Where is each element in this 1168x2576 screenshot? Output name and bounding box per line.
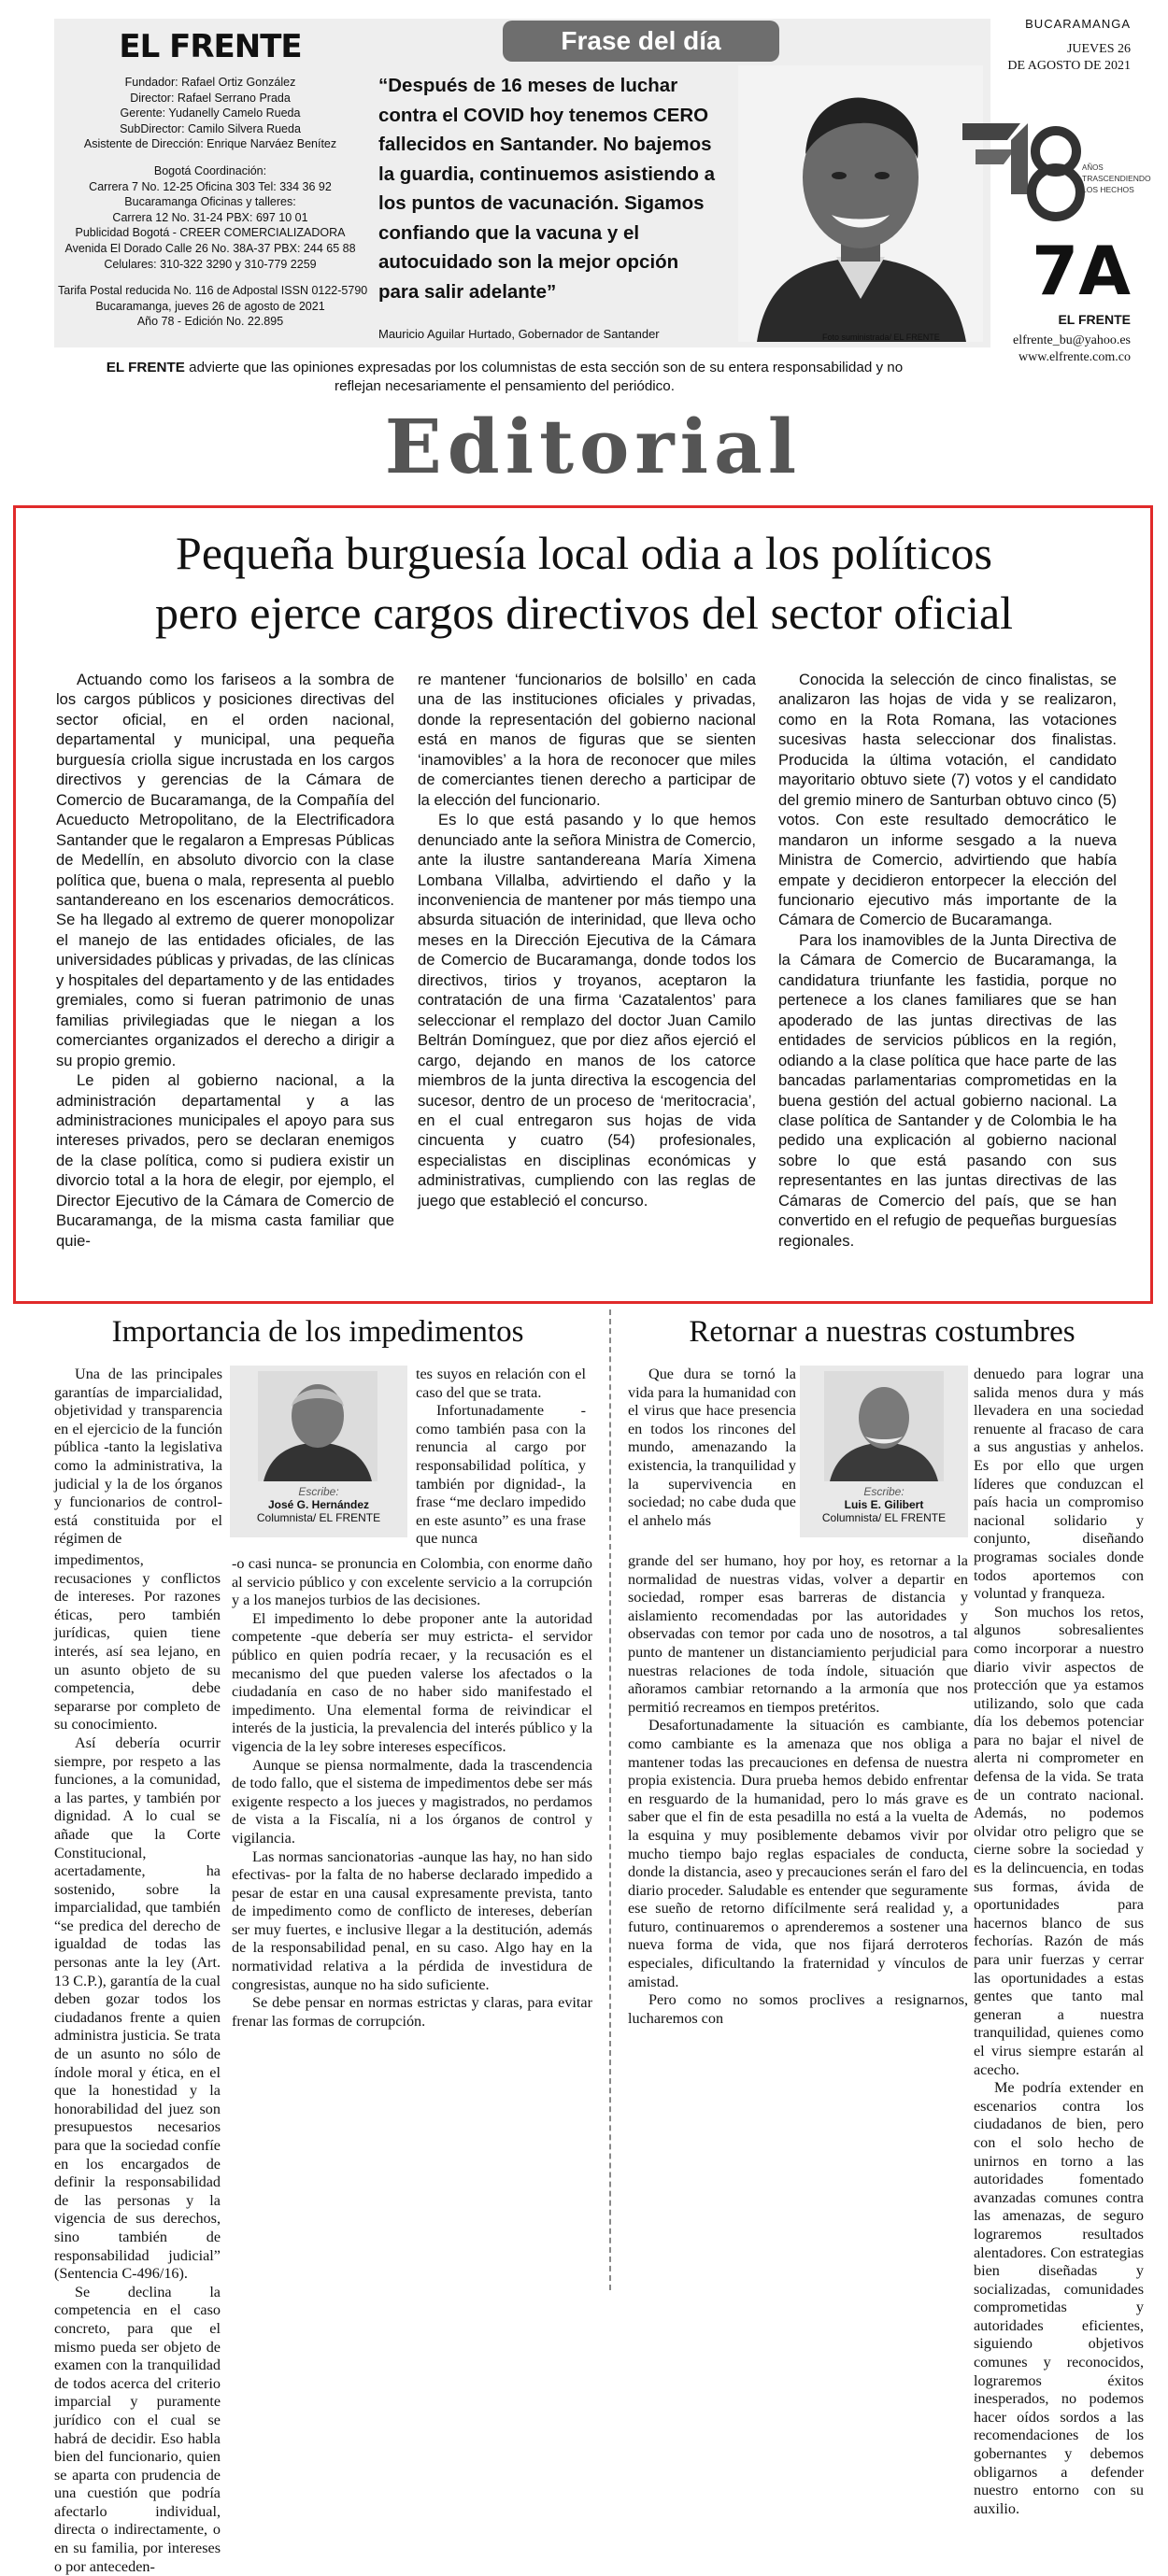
quote-text: “Después de 16 meses de luchar contra el COVID hoy tenemos CERO fallecidos en Santander. No bajemos la guardia, continuemos asistiendo a los puntos de vacunación. Sigamos confiando que la vacuna y el autocuidado son la mejor opción para salir adelante”: [378, 75, 715, 303]
byline-name: Luis E. Gilibert: [844, 1498, 924, 1511]
byline-write: Escribe:: [863, 1485, 904, 1498]
credit-line: Tarifa Postal reducida No. 116 de Adpostal ISSN 0122-5790: [58, 284, 368, 298]
paragraph: re mantener ‘funcionarios de bolsillo’ en cada una de las instituciones oficiales y privadas, donde la representación del gobierno nacional está en manos de figuras que se sienten ‘inamovibles’ a la hora de reconocer que miles de comerciantes tienen derecho a participar de la elección del funcionario.: [418, 671, 756, 809]
paragraph: impedimentos, recusaciones y conflictos de intereses. Por razones éticas, pero también jurídicas, quien tiene interés, así sea lejano, en un asunto objeto de su competencia, debe separarse por completo de su conocimiento.: [54, 1551, 221, 1734]
paragraph: Que dura se tornó la vida para la humanidad con el virus que hace presencia en todos los rincones del mundo, amenazando la existencia, la tranquilidad y la supervivencia en sociedad; no cabe duda que el anhelo más: [628, 1366, 796, 1529]
byline-name: José G. Hernández: [267, 1498, 370, 1511]
paragraph: Es lo que está pasando y lo que hemos denunciado ante la señora Ministra de Comercio, ante la ilustre santandereana María Ximena Lombana Villalba, advirtiendo el daño y la inconveniencia de mantener por más tiempo una absurda situación de interinidad, que lleva ocho meses en la Dirección Ejecutiva de la Cámara de Comercio de Bucaramanga, donde todos los directivos, tirios y troyanos, aceptaron la contratación de una firma ‘Cazatalentos’ para seleccionar el remplazo del doctor Juan Camilo Beltrán Domínguez, que por diez años ejerció el cargo, dejando en manos de los catorce miembros de la junta directiva la escogencia del sucesor, dentro de un proceso de ‘meritocracia’, en el cual entregaron sus hojas de vida cincuenta y cuatro (54) profesionales, especialistas en disciplinas económicas y administrativas, cumpliendo con las reglas de juego que estableció el concurso.: [418, 811, 756, 1210]
anniversary-logo: [962, 112, 1151, 224]
section-title: Editorial: [384, 403, 803, 490]
credit-line: Bucaramanga, jueves 26 de agosto de 2021: [95, 299, 325, 313]
credit-line: Gerente: Yudanelly Camelo Rueda: [120, 106, 301, 120]
right-article-column-2: [974, 1366, 1144, 2518]
paragraph: Se debe pensar en normas estrictas y claras, para evitar frenar las formas de corrupción.: [232, 1994, 592, 2030]
editorial-headline-line-1: Pequeña burguesía local odia a los políticos: [176, 527, 992, 579]
author-photo: [258, 1371, 377, 1481]
credit-line: Asistente de Dirección: Enrique Narváez Benítez: [83, 137, 337, 151]
paragraph: Pero como no somos proclives a resignarnos, lucharemos con: [628, 1991, 968, 2027]
paragraph: Desafortunadamente la situación es cambiante, como cambiante es la amenaza que nos obliga a mantener todas las precauciones en defensa de nuestra propia existencia. Dura prueba hemos debido enfrentar en resguardo de la humanidad, pero lo más grave es saber que el fin de esta pesadilla no está a la vuelta de la esquina y muy posiblemente debamos vivir por mucho tiempo bajo reglas espaciales de conducta, donde la distancia, aseo y precauciones serán el faro del diario proceder. Saludable es entender que seguramente ese sueño de retorno difícilmente será realidad y, a futuro, continuaremos o aprenderemos a sostener una nueva forma de vida, que nos fijará derroteros especiales, dificultando la fraternidad y vínculos de amistad.: [628, 1717, 968, 1990]
paragraph: tes suyos en relación con el caso del que se trata.: [416, 1366, 586, 1401]
right-article-column-1: [628, 1552, 968, 2028]
credit-line: SubDirector: Camilo Silvera Rueda: [120, 121, 301, 135]
editorial-column-3: [778, 670, 1117, 1251]
paragraph: Para los inamovibles de la Junta Directiva de la Cámara de Comercio de Bucaramanga, la candidatura triunfante les fastidia, porque no pertenece a los clanes familiares que se han apoderado de las juntas directivas de las entidades de servicios públicos en la región, odiando a la clase política que hace parte de las bancadas parlamentarias comprometidas en la buena gestión del actual gobierno nacional. La clase política de Santander y de Colombia le ha pedido una explicación al gobierno nacional sobre lo que está pasando con sus representantes en las juntas directivas de las Cámaras de Comercio del país, que se han convertido en el refugio de pequeñas burguesías regionales.: [778, 930, 1117, 1250]
paragraph: Me podría extender en escenarios contra los ciudadanos de bien, pero con el solo hecho de unirnos en torno a las autoridades fomentado avanzadas comunes contra las amenazas, de seguro lograremos resultados alentadores. Con estrategias bien diseñadas y socializadas, comunidades comprometidas y autoridades eficientes, siguiendo objetivos comunes y reconocidos, lograremos éxitos inesperados, no podemos hacer oídos sordos a las recomendaciones de los gobernantes y debemos obligarnos a defender nuestro entorno con su auxilio.: [974, 2079, 1144, 2517]
paragraph: grande del ser humano, hoy por hoy, es retornar a la normalidad de nuestras vidas, volver a departir en sociedad, romper esas barreras de distancia y aislamiento recomendadas por las autoridades y observadas con temor por cada uno de nosotros, a tal punto de mantener un distanciamiento perjudicial para nuestras relaciones de toda índole, situación que añoramos cambiar retornando a la armonía que nos permitió recreamos en tiempos pretéritos.: [628, 1552, 968, 1716]
credits-lines: [58, 75, 368, 330]
credit-line: Fundador: Rafael Ortiz González: [124, 76, 296, 89]
paragraph: Una de las principales garantías de imparcialidad, objetividad y transparencia en el ejercicio de la función pública -tanto la legislativa como la administrativa, la judicial y la de los órganos y funcionarios de control- está constituida por el régimen de: [54, 1366, 222, 1548]
date-line-1: JUEVES 26: [1066, 42, 1131, 56]
email-link[interactable]: elfrente_bu@yahoo.es: [1012, 333, 1131, 347]
left-article-title: Importancia de los impedimentos: [111, 1315, 524, 1349]
paragraph: Las normas sancionatorias -aunque las hay, no han sido efectivas- por la falta de no haberse declarado impedido a pesar de estar en una causal expresamente prevista, tanto de impedimento como de conflicto de intereses, deberían ser muy fuertes, e inclusive llegar a la destitución, además de la responsabilidad penal, en su caso. Algo hay en la normatividad relativa a la pérdida de investidura de congresistas, aunque no ha sido suficiente.: [232, 1847, 592, 1993]
credit-line: [58, 272, 363, 283]
credit-line: Carrera 7 No. 12-25 Oficina 303 Tel: 334 36 92: [89, 179, 332, 193]
quote-author: Mauricio Aguilar Hurtado, Gobernador de Santander: [378, 327, 660, 341]
right-article-column-1-top: [628, 1366, 796, 1530]
paragraph: Así debería ocurrir siempre, por respeto a las funciones, a la comunidad, a las partes, y también por dignidad. A lo cual se añade que la Corte Constitucional, acertadamente, ha sostenido, sobre la imparcialidad, que también “se predica del derecho de igualdad de todas las personas ante la ley (Art. 13 C.P.), garantía de la cual deben gozar todos los ciudadanos frente a quien administra justicia. Se trata de un asunto no sólo de índole moral y ética, en el que la honestidad y la honorabilidad del juez son presupuestos necesarios para que la sociedad confíe en los encargados de definir la responsabilidad de las personas y la vigencia de sus derechos, sino también de responsabilidad judicial” (Sentencia C-496/16).: [54, 1734, 221, 2283]
editorial-headline: [37, 523, 1131, 643]
contact-info: [972, 327, 1131, 366]
quote-of-the-day-title: Frase del día: [503, 21, 779, 62]
newspaper-logo: EL FRENTE: [119, 28, 302, 65]
editorial-headline-line-2: pero ejerce cargos directivos del sector oficial: [154, 587, 1014, 639]
credit-line: [58, 152, 363, 163]
disclaimer: [93, 359, 916, 396]
date-label: [998, 41, 1131, 75]
website-link[interactable]: www.elfrente.com.co: [1018, 350, 1131, 364]
paragraph: El impedimento lo debe proponer ante la autoridad competente -que debería ser muy estricta- el servidor público en quien podría recaer, y la recusación es el mecanismo del que pueden valerse los afectados o la ciudadanía en caso de no haber sido manifestado el impedimento. Una elemental forma de reivindicar el interés de la justicia, la prevalencia del interés público y la vigencia de la ley sobre intereses específicos.: [232, 1609, 592, 1755]
anniversary-slogan-1: TRASCENDIENDO: [1082, 174, 1151, 183]
credit-line: Carrera 12 No. 31-24 PBX: 697 10 01: [112, 210, 308, 224]
left-article-column-1: [54, 1551, 221, 2576]
disclaimer-brand: EL FRENTE: [106, 360, 185, 375]
paragraph: Aunque se piensa normalmente, dada la trascendencia de todo fallo, que el sistema de impedimentos debe ser más exigente respecto a los jueces y magistrados, no perdamos de vista a la Fiscalía, ni a los órganos de control y vigilancia.: [232, 1756, 592, 1847]
paragraph: Son muchos los retos, algunos sobresalientes como incorporar a nuestro diario vivir aspectos de protección que ya estamos utilizando, solo que cada día los debemos potenciar para no bajar el nivel de alerta ni comprometer en defensa de la vida. Se trata de un contrato nacional. Además, no podemos olvidar otro peligro que se cierne sobre la sociedad y es la delincuencia, en todas sus formas, ávida de oportunidades para hacernos blanco de sus fechorías. Razón de más para unir fuerzas y cerrar las oportunidades a estas gentes que tanto mal generan a nuestra tranquilidad, quienes como el virus siempre estarán al acecho.: [974, 1603, 1144, 2078]
city-label: BUCARAMANGA: [1025, 17, 1131, 31]
right-article-title: Retornar a nuestras costumbres: [689, 1315, 1075, 1349]
credit-line: Avenida El Dorado Calle 26 No. 38A-37 PBX: 244 65 88: [64, 241, 356, 255]
byline-text: [230, 1485, 407, 1524]
page-number: 7A: [1032, 232, 1131, 310]
author-byline-right: [800, 1366, 968, 1537]
paragraph: Actuando como los fariseos a la sombra de los cargos públicos y posiciones directivas del sector oficial, en el orden nacional, departamental y municipal, una pequeña burguesía criolla sigue incrustada en los cargos directivos y gerencias de la Cámara de Comercio de Bucaramanga, de la Compañía del Acueducto Metropolitano, de la Electrificadora Santander que le regalaron a Empresas Públicas de Medellín, en absoluto divorcio con la clase política que, buena o mala, representa al pueblo santandereano en los escenarios democráticos. Se ha llegado al extremo de querer monopolizar el manejo de las entidades oficiales, de las universidades públicas y privadas, de las clínicas y hospitales del departamento y de las entidades gremiales, como si fueran patrimonio de unas familias privilegiadas que le niegan a los comerciantes organizados el derecho a dirigir a su propio gremio.: [56, 671, 394, 1069]
anniversary-years-text: AÑOS: [1082, 163, 1104, 172]
anniversary-slogan-2: LOS HECHOS: [1082, 185, 1134, 194]
photo-credit: Foto suministrada/ EL FRENTE: [822, 333, 940, 342]
credit-line: Año 78 - Edición No. 22.895: [136, 315, 284, 329]
paragraph: -o casi nunca- se pronuncia en Colombia, con enorme daño al servicio público y con excelente servicio a la corrupción y a los manejos turbios de las decisiones.: [232, 1555, 592, 1609]
byline-text: [800, 1485, 968, 1524]
credits-box: [58, 28, 368, 344]
paragraph: Conocida la selección de cinco finalistas, se analizaron las hojas de vida y se realizaron, como en la Rota Romana, las votaciones sucesivas hasta seleccionar dos finalistas. Producida la última votación, el candidato mayoritario obtuvo siete (7) votos y el candidato del gremio minero de Santurban obtuvo cinco (5) votos. Con este resultado democrático le mandaron un informe sesgado a la nueva Ministra de Comercio, advirtiendo que había empate y decidieron entorpecer la elección del funcionario ejecutivo más importante de la Cámara de Comercio de Bucaramanga.: [778, 671, 1117, 929]
left-article-column-2-top: [416, 1366, 586, 1549]
author-photo: [824, 1371, 944, 1481]
editorial-column-2: [418, 670, 756, 1210]
editorial-column-1: [56, 670, 394, 1251]
brand-small: EL FRENTE: [1058, 312, 1131, 327]
governor-photo: [738, 65, 983, 342]
paragraph: Infortunadamente -como también pasa con la renuncia al cargo por responsabilidad política, y también por dignidad-, la frase “me declaro impedido en este asunto” es una frase que nunca: [416, 1402, 586, 1548]
credit-line: Director: Rafael Serrano Prada: [130, 91, 291, 105]
credit-line: Bucaramanga Oficinas y talleres:: [124, 195, 296, 209]
paragraph: Le piden al gobierno nacional, a la administración departamental y a las administraciones municipales el apoyo para sus intereses privados, pero se declaran enemigos de la clase política, como si pudiera existir un divorcio total a la hora de elegir, por ejemplo, el Director Ejecutivo de la Cámara de Comercio de Bucaramanga, de la misma casta familiar que quie-: [56, 1071, 394, 1250]
paragraph: Se declina la competencia en el caso concreto, para que el mismo pueda ser objeto de examen con la tranquilidad de todos acerca del criterio imparcial y puramente jurídico con el cual se habrá de decidir. Eso habla bien del funcionario, quien se aparta con prudencia de una cuestión que podría afectarlo individual, directa o indirectamente, o en su familia, por intereses o por anteceden-: [54, 2283, 221, 2575]
disclaimer-text: advierte que las opiniones expresadas por los columnistas de esta sección son de su entera responsabilidad y no reflejan necesariamente el pensamiento del periódico.: [184, 360, 904, 394]
byline-write: Escribe:: [298, 1485, 339, 1498]
paragraph: denuedo para lograr una salida menos dura y más llevadera en una sociedad renuente al fracaso de cara a sus angustias y anhelos. Es por ello que urgen líderes que conduzcan el país hacia un compromiso nacional solidario y conjunto, diseñando programas sociales donde todos aportemos con voluntad y franqueza.: [974, 1366, 1144, 1603]
credit-line: Bogotá Coordinación:: [153, 163, 267, 177]
author-byline-left: [230, 1366, 407, 1537]
column-divider: [609, 1309, 611, 2290]
byline-role: Columnista/ EL FRENTE: [821, 1511, 947, 1524]
date-line-2: DE AGOSTO DE 2021: [1007, 59, 1131, 73]
left-article-column-2: [232, 1555, 592, 2031]
byline-role: Columnista/ EL FRENTE: [256, 1511, 381, 1524]
credit-line: Publicidad Bogotá - CREER COMERCIALIZADORA: [75, 226, 346, 240]
left-article-column-1-top: [54, 1366, 222, 1549]
credit-line: Celulares: 310-322 3290 y 310-779 2259: [104, 257, 317, 271]
